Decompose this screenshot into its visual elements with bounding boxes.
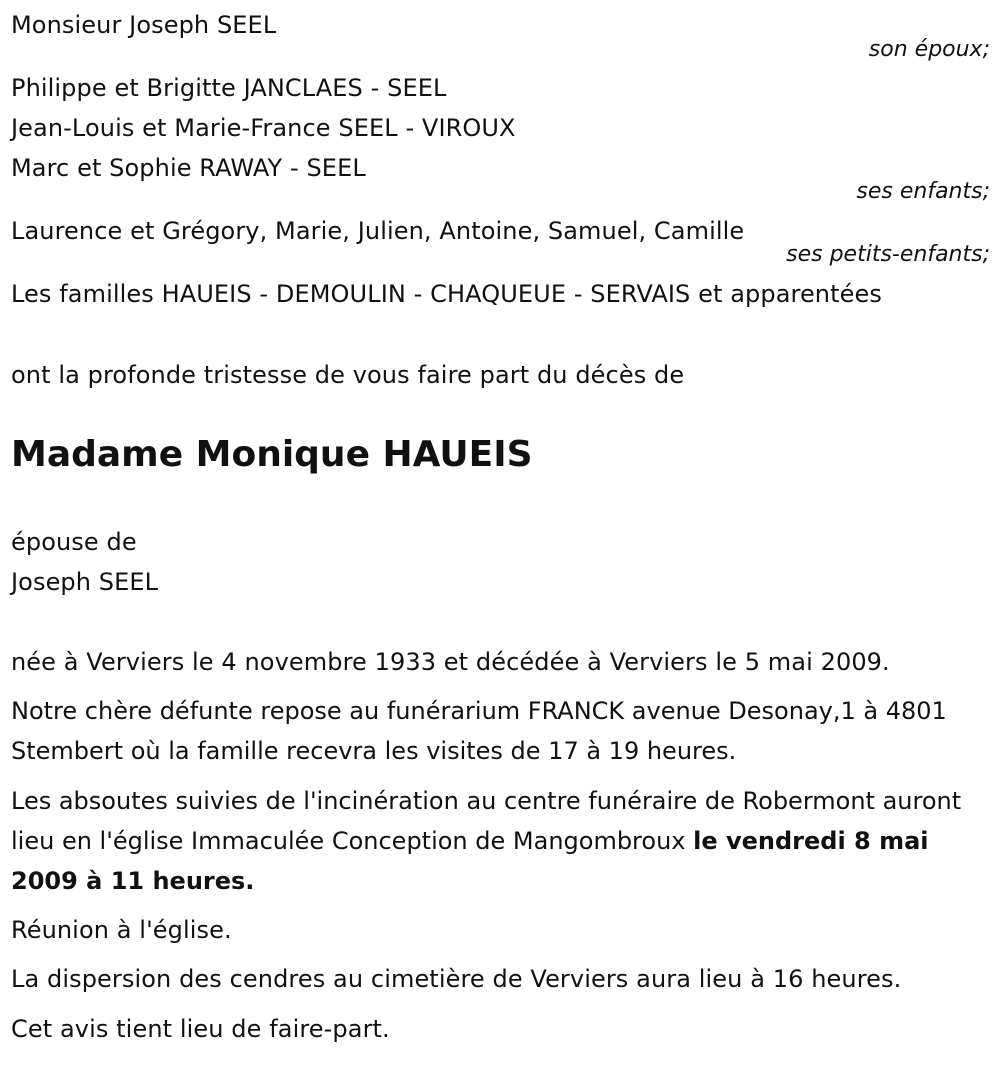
spouse-role: son époux; bbox=[868, 37, 990, 62]
husband-name: Joseph SEEL bbox=[11, 568, 159, 596]
grandchildren-role: ses petits-enfants; bbox=[786, 242, 990, 267]
ceremony-date: le vendredi 8 mai 2009 à 11 heures. bbox=[11, 827, 929, 895]
child-line: Marc et Sophie RAWAY - SEEL bbox=[11, 154, 366, 182]
funeral-home-paragraph: Notre chère défunte repose au funérarium FRANCK avenue Desonay,1 à 4801 Stembert où la famille recevra les visites de 17 à 19 heures. bbox=[11, 697, 947, 765]
meeting-note: Réunion à l'église. bbox=[11, 916, 232, 944]
child-line: Jean-Louis et Marie-France SEEL - VIROUX bbox=[11, 114, 516, 142]
child-line: Philippe et Brigitte JANCLAES - SEEL bbox=[11, 74, 447, 102]
children-role: ses enfants; bbox=[856, 179, 990, 204]
grandchildren-names: Laurence et Grégory, Marie, Julien, Antoine, Samuel, Camille bbox=[11, 217, 745, 245]
families-line: Les familles HAUEIS - DEMOULIN - CHAQUEUE - SERVAIS et apparentées bbox=[11, 280, 882, 308]
announcement: ont la profonde tristesse de vous faire part du décès de bbox=[11, 361, 685, 389]
deceased-name: Madame Monique HAUEIS bbox=[11, 434, 533, 475]
spouse-name: Monsieur Joseph SEEL bbox=[11, 11, 277, 39]
ceremony-text: Les absoutes suivies de l'incinération au centre funéraire de Robermont auront lieu en l'église Immaculée Conception de Mangombroux bbox=[11, 787, 962, 855]
ceremony-paragraph bbox=[11, 781, 986, 901]
wife-of-label: épouse de bbox=[11, 528, 137, 556]
notice-note: Cet avis tient lieu de faire-part. bbox=[11, 1015, 390, 1043]
dispersion-note: La dispersion des cendres au cimetière de Verviers aura lieu à 16 heures. bbox=[11, 965, 902, 993]
birth-death: née à Verviers le 4 novembre 1933 et décédée à Verviers le 5 mai 2009. bbox=[11, 648, 890, 676]
